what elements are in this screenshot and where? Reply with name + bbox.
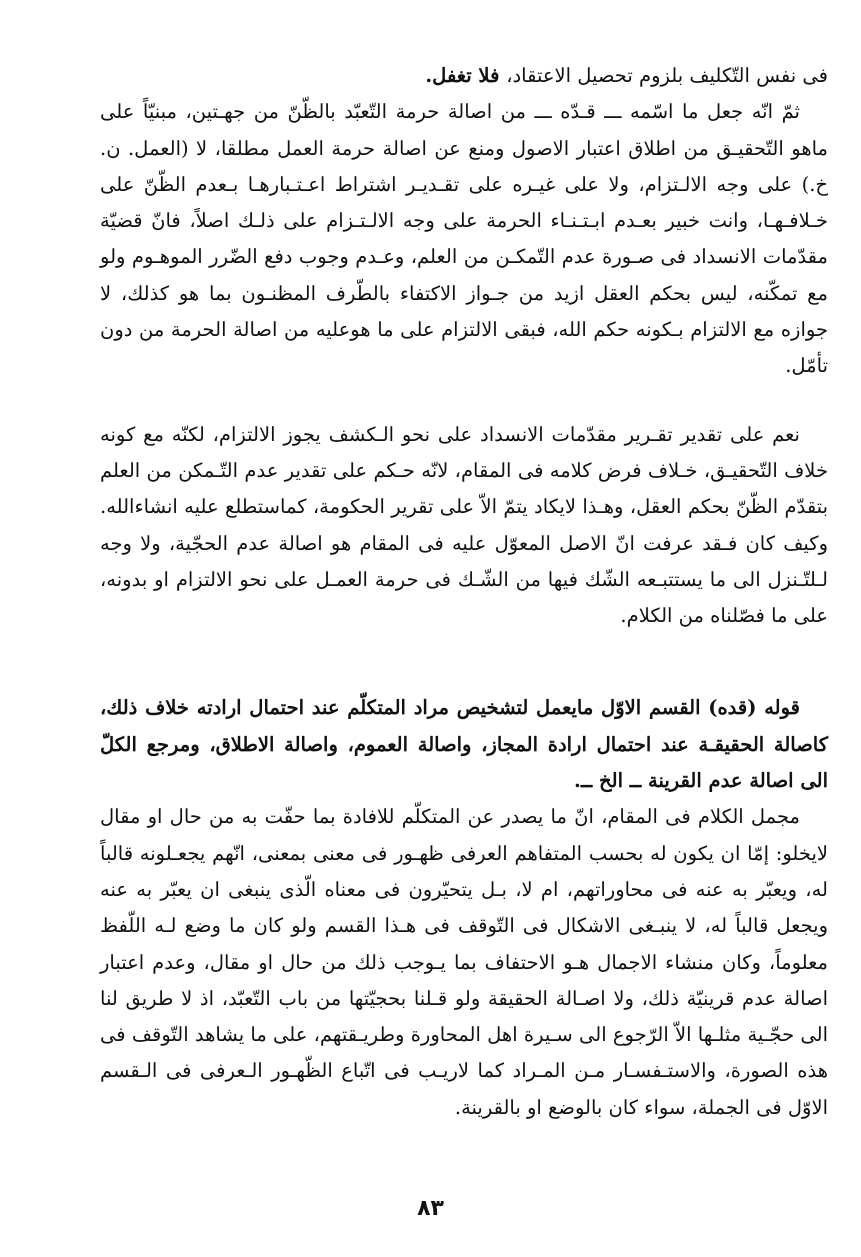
paragraph-1 xyxy=(100,58,828,94)
paragraph-spacer xyxy=(100,385,828,417)
page-number: ٨٣ xyxy=(417,1196,444,1221)
paragraph-2: ثمّ انّه جعل ما اسّمه ـــ قـدّه ـــ من اصالة حرمة التّعبّد بالظّنّ من جهـتين، مبنيّاً على ماهو التّحقيـق من اطلاق اعتبار الاصول ومنع عن اصالة حرمة العمل مطلقا، لا (العمل. ن. خ.) على وجه الالـتزام، ولا على غيـره على تقـديـر اشتراط اعـتـبارهـا بـعدم الظّنّ على خـلافـهـا، وانت خبير بعـدم ابـتـنـاء الحرمة على وجه الالـتـزام على ذلـك اصلاً، فانّ قضيّة مقدّمات الانسداد فى صـورة عدم التّمكـن من العلم، وعـدم وجوب دفع الضّرر الموهـوم ولو مع تمكّنه، ليس بحكم العقل ازيد من جـواز الاكتفاء بالطّرف المظنـون بما هو كذلك، لا جوازه مع الالتزام بـكونه حكم الله، فبقى الالتزام على ما هوعليه من اصالة الحرمة من دون تأمّل. xyxy=(100,100,828,378)
paragraph-3: نعم على تقدير تقـرير مقدّمات الانسداد على نحو الـكشف يجوز الالتزام، لكنّه مع كونه خلاف التّحقيـق، خـلاف فرض كلامه فى المقام، لانّه حـكم على تقدير عدم التّـمكن من العلم بتقدّم الظّنّ بحكم العقل، وهـذا لايكاد يتمّ الاّ على تقرير الحكومة، كماستطلع عليه انشاءالله. وكيف كان فـقد عرفت انّ الاصل المعوّل عليه فى المقام هو اصالة عدم الحجّية، ولا وجه لـلتّـنزل الى ما يستتبـعه الشّك فيها من الشّـك فى حرمة العمـل على نحو الالتزام او بدونه، على ما فصّلناه من الكلام. xyxy=(100,422,828,628)
quoted-heading: قوله (قده) القسم الاوّل مايعمل لتشخيص مراد المتكلّم عند احتمال ارادته خلاف ذلك، كاصالة الحقيقـة عند احتمال ارادة المجاز، واصالة العموم، واصالة الاطلاق، ومرجع الكلّ الى اصالة عدم القرينة ــ الخ ــ. xyxy=(100,696,828,793)
page-body xyxy=(100,58,828,1126)
paragraph-1-bold-phrase: فلا تغفل. xyxy=(425,64,507,87)
paragraph-4: مجمل الكلام فى المقام، انّ ما يصدر عن المتكلّم للافادة بما حفّت به من حال او مقال لايخلو: إمّا ان يكون له بحسب المتفاهم العرفى ظهـور فى معنى بمعنى، انّهم يجعـلونه قالباً له، ويعبّر به عنه فى محاوراتهم، ام لا، بـل يتحيّرون فى معناه الّذى ينبغى ان يعبّر به عنه ويجعل قالباً له، لا ينبـغى الاشكال فى التّوقف فى هـذا القسم ولو كان ما وضع لـه اللّفظ معلوماً، وكان منشاء الاجمال هـو الاحتفاف بما يـوجب ذلك من حال او مقال، وعدم اعتبار اصالة عدم قرينيّة ذلك، ولا اصـالة الحقيقة ولو قـلنا بحجيّتها من باب التّعبّد، اذ لا طريق لنا الى حجّـية مثلـها الاّ الرّجوع الى سـيرة اهل المحاورة وطريـقتهم، على ما يشاهد التّوقف فى هذه الصورة، والاستـفسـار مـن المـراد كما لاريـب فى اتّباع الظّهـور الـعرفى فى الـقسم الاوّل فى الجملة، سواء كان بالوضع او بالقرينة. xyxy=(100,805,828,1119)
paragraph-1-text: فى نفس التّكليف بلزوم تحصيل الاعتقاد، xyxy=(506,64,828,87)
section-spacer xyxy=(100,634,828,690)
